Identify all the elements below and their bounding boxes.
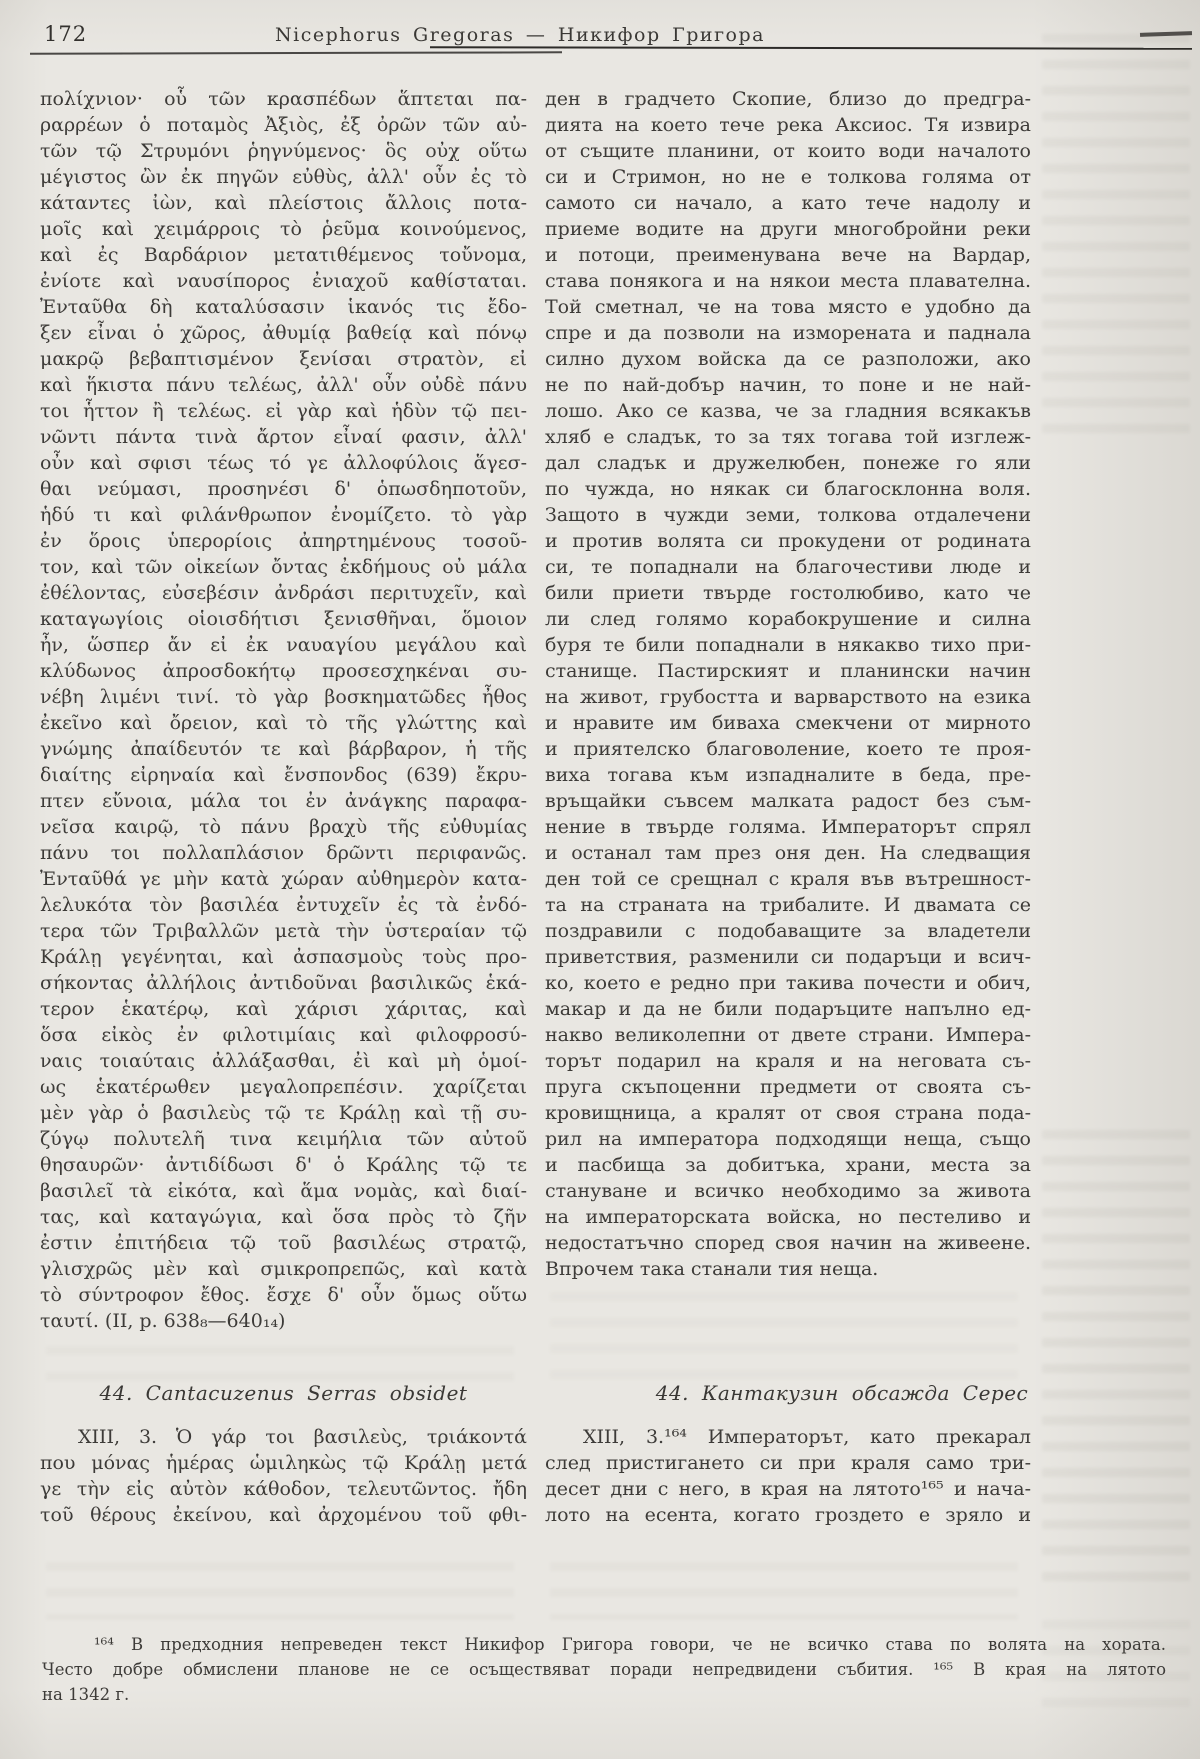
text-line: накво великолепни от двете страни. Импера- <box>545 1024 1031 1046</box>
text-line: οὖν καὶ σφισι τέως τό γε ἀλλοφύλοις ἅγεσ- <box>40 452 527 474</box>
bleedthrough-ghost <box>46 1562 514 1620</box>
text-line: пруга скъпоценни предмети от своята съ- <box>545 1076 1031 1098</box>
header-edge-mark <box>1140 31 1192 37</box>
text-line: спре и да позволи на изморената и паднала <box>545 322 1031 344</box>
text-line: стануване и всичко необходимо за живота <box>545 1180 1031 1202</box>
text-line: διαίτης εἰρηναία καὶ ἔνσπονδος (639) ἔκρυ- <box>40 764 527 786</box>
footnotes-block <box>42 1632 1166 1707</box>
text-line: θησαυρῶν· ἀντιδίδωσι δ' ὁ Κράλης τῷ τε <box>40 1154 527 1176</box>
text-line: νέβη λιμένι τινί. τὸ γὰρ βοσκηματῶδες ἦθος <box>40 686 527 708</box>
text-line: XIII, 3.¹⁶⁴ Императорът, като прекарал <box>583 1426 1031 1448</box>
text-line: силно духом войска да се разположи, ако <box>545 348 1031 370</box>
text-line: си, те попаднали на благочестиви люде и <box>545 556 1031 578</box>
text-line: Впрочем така станали тия неща. <box>545 1258 879 1280</box>
paragraph <box>40 86 527 1334</box>
text-line: τον, καὶ τῶν οἰκείων ὄντας ἐκδήμους οὐ μάλα <box>40 556 527 578</box>
text-line: ἡδύ τι καὶ φιλάνθρωπον ἐνομίζετο. τὸ γὰρ <box>40 504 527 526</box>
text-line: на живот, грубостта и варварството на езика <box>545 686 1031 708</box>
text-line: καταγωγίοις οἱοισδήτισι ξενισθῆναι, ὅμοιον <box>40 608 527 630</box>
text-line: ἐστιν ἐπιτήδεια τῷ τοῦ βασιλέως στρατῷ, <box>40 1232 527 1254</box>
text-line: и против волята си прокудени от родината <box>545 530 1031 552</box>
text-line: πάνυ τοι πολλαπλάσιον δρῶντι περιφανῶς. <box>40 842 527 864</box>
text-line: дал сладък и дружелюбен, понеже го яли <box>545 452 1031 474</box>
text-line: τοῦ θέρους ἐκείνου, καὶ ἀρχομένου τοῦ φθι- <box>40 1504 527 1526</box>
text-line: καὶ ἥκιστα πάνυ τελέως, ἀλλ' οὖν οὐδὲ πάνυ <box>40 374 527 396</box>
text-line: μέγιστος ὢν ἐκ πηγῶν εὐθὺς, ἀλλ' οὖν ἐς τὸ <box>40 166 527 188</box>
text-line: ραρρέων ὁ ποταμὸς Ἀξιὸς, ἐξ ὀρῶν τῶν αὐ- <box>40 114 527 136</box>
text-line: γνώμης ἀπαίδευτόν τε καὶ βάρβαρον, ἡ τῆς <box>40 738 527 760</box>
text-line: κάταντες ἰὼν, καὶ πλείστοις ἄλλοις ποτα- <box>40 192 527 214</box>
text-line: буря те били попаднали в някакво тихо при- <box>545 634 1031 656</box>
text-line: и пасбища за добитъка, храни, места за <box>545 1154 1031 1176</box>
text-line: ко, което е редно при такива почести и обич, <box>545 972 1031 994</box>
text-line: ли след голямо корабокрушение и силна <box>545 608 1031 630</box>
text-line: си и Стримон, но не е толкова голяма от <box>545 166 1031 188</box>
paragraph <box>545 86 1031 1282</box>
greek-text-column <box>40 86 527 1528</box>
text-line: που μόνας ἡμέρας ὡμιληκὼς τῷ Κράλῃ μετά <box>40 1452 527 1474</box>
text-line: ¹⁶⁴ В предходния непреведен текст Никифор Григора говори, че не всичко става по волята на хората. <box>94 1635 1166 1654</box>
text-line: виха тогава към изпадналите в беда, пре- <box>545 764 1031 786</box>
text-line: лото на есента, когато гроздето е зряло и <box>545 1504 1031 1526</box>
text-line: приветствия, разменили си подаръци и всич- <box>545 946 1031 968</box>
text-line: μοῖς καὶ χειμάρροις τὸ ῥεῦμα κοινούμενος, <box>40 218 527 240</box>
text-line: πτεν εὔνοια, μάλα τοι ἐν ἀνάγκης παραφα- <box>40 790 527 812</box>
text-line: Той сметнал, че на това място е удобно да <box>545 296 1031 318</box>
text-line: ἐκεῖνο καὶ ὄρειον, καὶ τὸ τῆς γλώττης καὶ <box>40 712 527 734</box>
text-line: μὲν γὰρ ὁ βασιλεὺς τῷ τε Κράλῃ καὶ τῇ συ- <box>40 1102 527 1124</box>
text-line: ден той се срещнал с краля във вътрешност- <box>545 868 1031 890</box>
running-title: Nicephorus Gregoras — Никифор Григора <box>275 24 765 46</box>
text-line: и приятелско благоволение, което те проя- <box>545 738 1031 760</box>
text-line: Κράλῃ γεγένηται, καὶ ἀσπασμοὺς τοὺς προ- <box>40 946 527 968</box>
text-line: νῶντι πάντα τινὰ ἄρτον εἶναί φασιν, ἀλλ' <box>40 426 527 448</box>
text-line: XIII, 3. Ὁ γάρ τοι βασιλεὺς, τριάκοντά <box>78 1426 527 1448</box>
text-line: Защото в чужди земи, толкова отдалечени <box>545 504 1031 526</box>
text-line: кровищница, а кралят от своя страна пода- <box>545 1102 1031 1124</box>
text-line: καὶ ἐς Βαρδάριον μετατιθέμενος τοὔνομα, <box>40 244 527 266</box>
text-line: βασιλεῖ τὰ εἰκότα, καὶ ἅμα νομὰς, καὶ διαί- <box>40 1180 527 1202</box>
text-line: не по най-добър начин, то поне и не най- <box>545 374 1031 396</box>
text-line: Често добре обмислени планове не се осъществяват поради непредвидени събития. ¹⁶⁵ В края на лятото <box>42 1660 1166 1679</box>
text-line: та на страната на трибалите. И двамата се <box>545 894 1031 916</box>
text-line: на 1342 г. <box>42 1685 130 1704</box>
text-line: на императорската войска, но пестеливо и <box>545 1206 1031 1228</box>
text-line: ἐνίοτε καὶ ναυσίπορος ἐνιαχοῦ καθίσταται. <box>40 270 527 292</box>
text-line: νεῖσα καιρῷ, τὸ πάνυ βραχὺ τῆς εὐθυμίας <box>40 816 527 838</box>
text-line: τας, καὶ καταγώγια, καὶ ὅσα πρὸς τὸ ζῆν <box>40 1206 527 1228</box>
header-rule-right-segment <box>430 46 1192 50</box>
text-line: станище. Пастирският и планински начин <box>545 660 1031 682</box>
text-line: поздравили с подобаващите за владетели <box>545 920 1031 942</box>
text-line: τερον ἑκατέρῳ, καὶ χάρισι χάριτας, καὶ <box>40 998 527 1020</box>
text-line: Ἐνταῦθα δὴ καταλύσασιν ἱκανός τις ἔδο- <box>40 296 527 318</box>
text-line: ναις τοιαύταις ἀλλάξασθαι, ἐὶ καὶ μὴ ὁμοί- <box>40 1050 527 1072</box>
text-line: κλύδωνος ἀπροσδοκήτῳ προσεσχηκέναι συ- <box>40 660 527 682</box>
text-line: ἐθέλοντας, εὐσεβέσιν ἀνδράσι περιτυχεῖν, καὶ <box>40 582 527 604</box>
text-line: рил на императора подходящи неща, също <box>545 1128 1031 1150</box>
text-line: връщайки съвсем малката радост без съм- <box>545 790 1031 812</box>
text-line: ως ἑκατέρωθεν μεγαλοπρεπέσιν. χαρίζεται <box>40 1076 527 1098</box>
text-line: дията на което тече река Аксиос. Тя извира <box>545 114 1031 136</box>
header-rule-left-segment <box>30 51 562 54</box>
text-line: λελυκότα τὸν βασιλέα ἐντυχεῖν ἐς τὰ ἐνδό- <box>40 894 527 916</box>
page-number: 172 <box>44 22 88 46</box>
text-line: от същите планини, от които води началото <box>545 140 1031 162</box>
text-line: μακρῷ βεβαπτισμένον ξενίσαι στρατὸν, εἰ <box>40 348 527 370</box>
text-line: и нравите им биваха смекчени от мирното <box>545 712 1031 734</box>
text-line: били приети твърде гостолюбиво, като че <box>545 582 1031 604</box>
text-line: τὸ σύντροφον ἔθος. ἔσχε δ' οὖν ὅμως οὕτω <box>40 1284 527 1306</box>
section-heading: 44. Cantacuzenus Serras obsidet <box>99 1381 468 1405</box>
text-line: πολίχνιον· οὗ τῶν κρασπέδων ἅπτεται πα- <box>40 88 527 110</box>
bleedthrough-ghost <box>1042 34 1190 434</box>
text-line: лошо. Ако се казва, че за гладния всякакъв <box>545 400 1031 422</box>
text-line: по чужда, но някак си благосклонна воля. <box>545 478 1031 500</box>
text-line: ἦν, ὥσπερ ἄν εἰ ἐκ ναυαγίου μεγάλου καὶ <box>40 634 527 656</box>
text-line: след пристигането си при краля само три- <box>545 1452 1031 1474</box>
text-line: самото си начало, а като тече надолу и <box>545 192 1031 214</box>
text-line: става понякога и на някои места плавателна. <box>545 270 1031 292</box>
paragraph <box>545 1424 1031 1528</box>
text-line: ὅσα εἰκὸς ἐν φιλοτιμίαις καὶ φιλοφροσύ- <box>40 1024 527 1046</box>
text-line: ξεν εἶναι ὁ χῶρος, ἀθυμίᾳ βαθείᾳ καὶ πόνῳ <box>40 322 527 344</box>
text-line: недостатъчно според своя начин на живеене. <box>545 1232 1031 1254</box>
text-line: σήκοντας ἀλλήλοις ἀντιδοῦναι βασιλικῶς ἑκά- <box>40 972 527 994</box>
text-line: десет дни с него, в края на лятото¹⁶⁵ и нача- <box>545 1478 1031 1500</box>
text-line: приеме водите на други многобройни реки <box>545 218 1031 240</box>
text-line: ταυτί. (II, p. 638₈—640₁₄) <box>40 1310 286 1332</box>
text-line: τῶν τῷ Στρυμόνι ῥηγνύμενος· ὃς οὐχ οὕτω <box>40 140 527 162</box>
bleedthrough-ghost <box>550 1562 1018 1620</box>
paragraph <box>40 1424 527 1528</box>
text-line: макар и да не били подаръците напълно ед- <box>545 998 1031 1020</box>
text-line: ден в градчето Скопие, близо до предгра- <box>545 88 1031 110</box>
text-line: τοι ἧττον ἢ τελέως. εἰ γὰρ καὶ ἡδὺν τῷ πει- <box>40 400 527 422</box>
text-line: Ἐνταῦθά γε μὴν κατὰ χώραν αὐθημερὸν κατα- <box>40 868 527 890</box>
text-line: и потоци, преименувана вече на Вардар, <box>545 244 1031 266</box>
text-line: γλισχρῶς μὲν καὶ σμικροπρεπῶς, καὶ κατὰ <box>40 1258 527 1280</box>
text-line: торът подарил на краля и на неговата съ- <box>545 1050 1031 1072</box>
text-line: γε τὴν εἰς αὐτὸν κάθοδον, τελευτῶντος. ἤδη <box>40 1478 527 1500</box>
bulgarian-text-column <box>545 86 1031 1528</box>
text-line: τερα τῶν Τριβαλλῶν μετὰ τὴν ὑστεραίαν τῷ <box>40 920 527 942</box>
bleedthrough-ghost <box>1042 1130 1190 1598</box>
text-line: θαι νεύμασι, προσηνέσι δ' ὁπωσδηποτοῦν, <box>40 478 527 500</box>
text-line: хляб е сладък, то за тях тогава той изглеж- <box>545 426 1031 448</box>
text-line: нение в твърде голяма. Императорът спрял <box>545 816 1031 838</box>
text-line: ζύγῳ πολυτελῆ τινα κειμήλια τῶν αὐτοῦ <box>40 1128 527 1150</box>
section-heading: 44. Кантакузин обсажда Серес <box>655 1381 1029 1405</box>
text-line: ἐν ὅροις ὑπερορίοις ἀπηρτημένους τοσοῦ- <box>40 530 527 552</box>
text-line: и останал там през оня ден. На следващия <box>545 842 1031 864</box>
